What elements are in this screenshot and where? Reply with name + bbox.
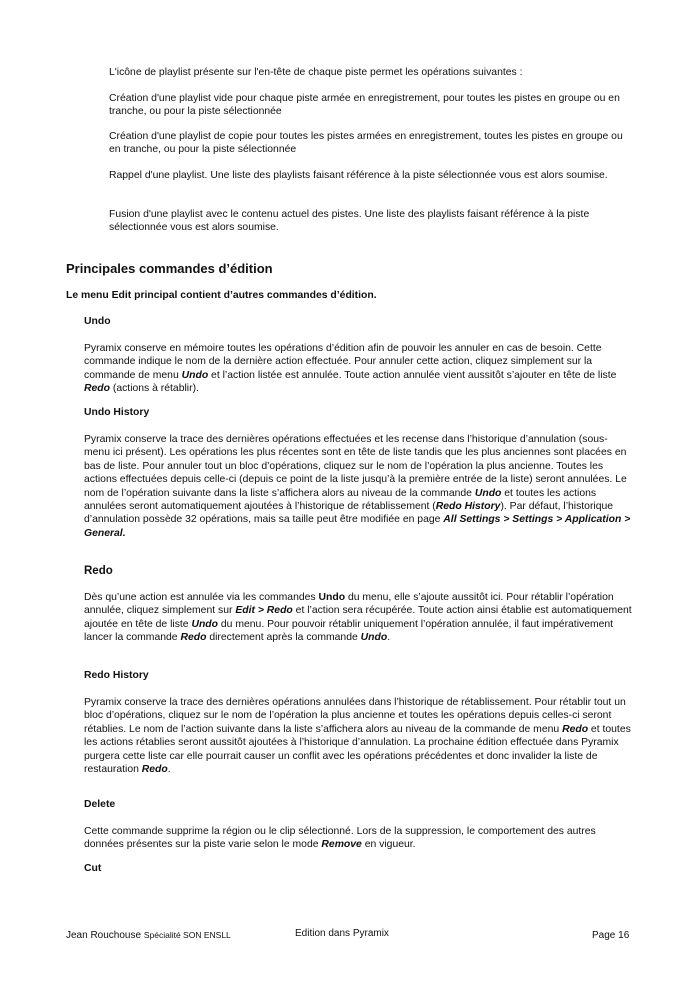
undo-history-paragraph: Pyramix conserve la trace des dernières opérations effectuées et les recense dans l’historique d’annulation (sous-menu ici présent). Les opérations les plus récentes sont en tête de liste tandis que les plus anciennes sont placées en bas de liste. Pour annuler tout un bloc d’opérations, cliquez sur le nom de l’opération la plus ancienne. Toutes les actions effectuées depuis celle-ci (depuis ce point de la liste jusqu’à la première entrée de la liste) seront annulées. Le nom de l’opération suivante dans la liste s’affichera alors au niveau de la commande Undo et toutes les actions annulées seront automatiquement ajoutées à l’historique de rétablissement (Redo History). Par défaut, l’historique d’annulation possède 32 opérations, mais sa taille peut être modifiée en page All Settings > Settings > Application > General. — [84, 434, 631, 539]
redo-heading: Redo — [84, 565, 113, 577]
undo-paragraph: Pyramix conserve en mémoire toutes les opérations d’édition afin de pouvoir les annuler en cas de besoin. Cette commande indique le nom de la dernière action effectuée. Pour annuler cette action, cliquez simplement sur la commande de menu Undo et l’action listée est annulée. Toute action annulée vient aussitôt s’ajouter en tête de liste Redo (actions à rétablir). — [84, 343, 617, 395]
footer-title: Edition dans Pyramix — [295, 928, 389, 939]
redo-history-heading: Redo History — [84, 670, 149, 681]
playlist-item-merge: Fusion d'une playlist avec le contenu actuel des pistes. Une liste des playlists faisant référence à la piste sélectionnée vous est alors soumise. — [109, 209, 590, 234]
playlist-item-recall: Rappel d'une playlist. Une liste des playlists faisant référence à la piste sélectionnée vous est alors soumise. — [109, 170, 608, 181]
undo-cmd: Undo — [191, 618, 218, 630]
footer-author: Jean Rouchouse Spécialité SON ENSLL — [66, 930, 231, 941]
playlist-item-empty: Création d'une playlist vide pour chaque piste armée en enregistrement, pour toutes les pistes en groupe ou en tranche, ou pour la piste sélectionnée — [109, 93, 620, 118]
delete-paragraph: Cette commande supprime la région ou le clip sélectionné. Lors de la suppression, le comportement des autres données présentes sur la piste varie selon le mode Remove en vigueur. — [84, 826, 596, 851]
undo-cmd: Undo — [360, 632, 388, 644]
redo-cmd: Redo — [84, 383, 110, 395]
settings-path: All Settings > Settings > Application > General. — [84, 514, 631, 539]
playlist-item-copy: Création d'une playlist de copie pour toutes les pistes armées en enregistrement, toutes les pistes en groupe ou en tranche, ou pour la piste sélectionnée — [109, 131, 623, 156]
undo-history-heading: Undo History — [84, 407, 150, 418]
redo-cmd: Redo — [562, 723, 589, 735]
undo-cmd: Undo — [181, 369, 209, 381]
undo-heading: Undo — [84, 316, 111, 327]
remove-mode: Remove — [321, 839, 362, 851]
playlist-intro: L'icône de playlist présente sur l'en-tête de chaque piste permet les opérations suivantes : — [109, 67, 523, 78]
delete-heading: Delete — [84, 799, 116, 810]
cut-heading: Cut — [84, 863, 102, 874]
footer-page-number: Page 16 — [592, 930, 630, 941]
undo-cmd: Undo — [318, 592, 346, 603]
redo-history-paragraph: Pyramix conserve la trace des dernières opérations annulées dans l’historique de rétablissement. Pour rétablir tout un bloc d’opérations, cliquez sur le nom de l’opération la plus ancienne et toutes les opérations depuis celles-ci seront rétablies. Le nom de l’action suivante dans la liste s’affichera alors au niveau de la commande de menu Redo et toutes les actions rétablies seront aussitôt ajoutées à l’historique d’annulation. La prochaine édition effectuée dans Pyramix purgera cette liste car elle pourrait causer un conflit avec les opérations précédentes et donc invalider la liste de restauration Redo. — [84, 697, 631, 776]
section-intro: Le menu Edit principal contient d’autres commandes d’édition. — [66, 290, 377, 301]
footer-affiliation: Spécialité SON ENSLL — [143, 930, 231, 940]
section-title: Principales commandes d’édition — [66, 261, 273, 276]
redo-history-cmd: Redo History — [435, 501, 501, 513]
redo-cmd: Redo — [141, 764, 168, 776]
redo-cmd: Redo — [180, 632, 207, 644]
edit-redo-path: Edit > Redo — [235, 605, 293, 617]
undo-cmd: Undo — [474, 487, 502, 499]
redo-paragraph: Dès qu’une action est annulée via les commandes Undo du menu, elle s’ajoute aussitôt ici. Pour rétablir l’opération annulée, cliquez simplement sur Edit > Redo et l’action sera récupérée. Toute action ainsi établie est automatiquement ajoutée en tête de liste Undo du menu. Pour pouvoir rétablir uniquement l’opération annulée, il faut impérativement lancer la commande Redo directement après la commande Undo. — [84, 592, 632, 644]
